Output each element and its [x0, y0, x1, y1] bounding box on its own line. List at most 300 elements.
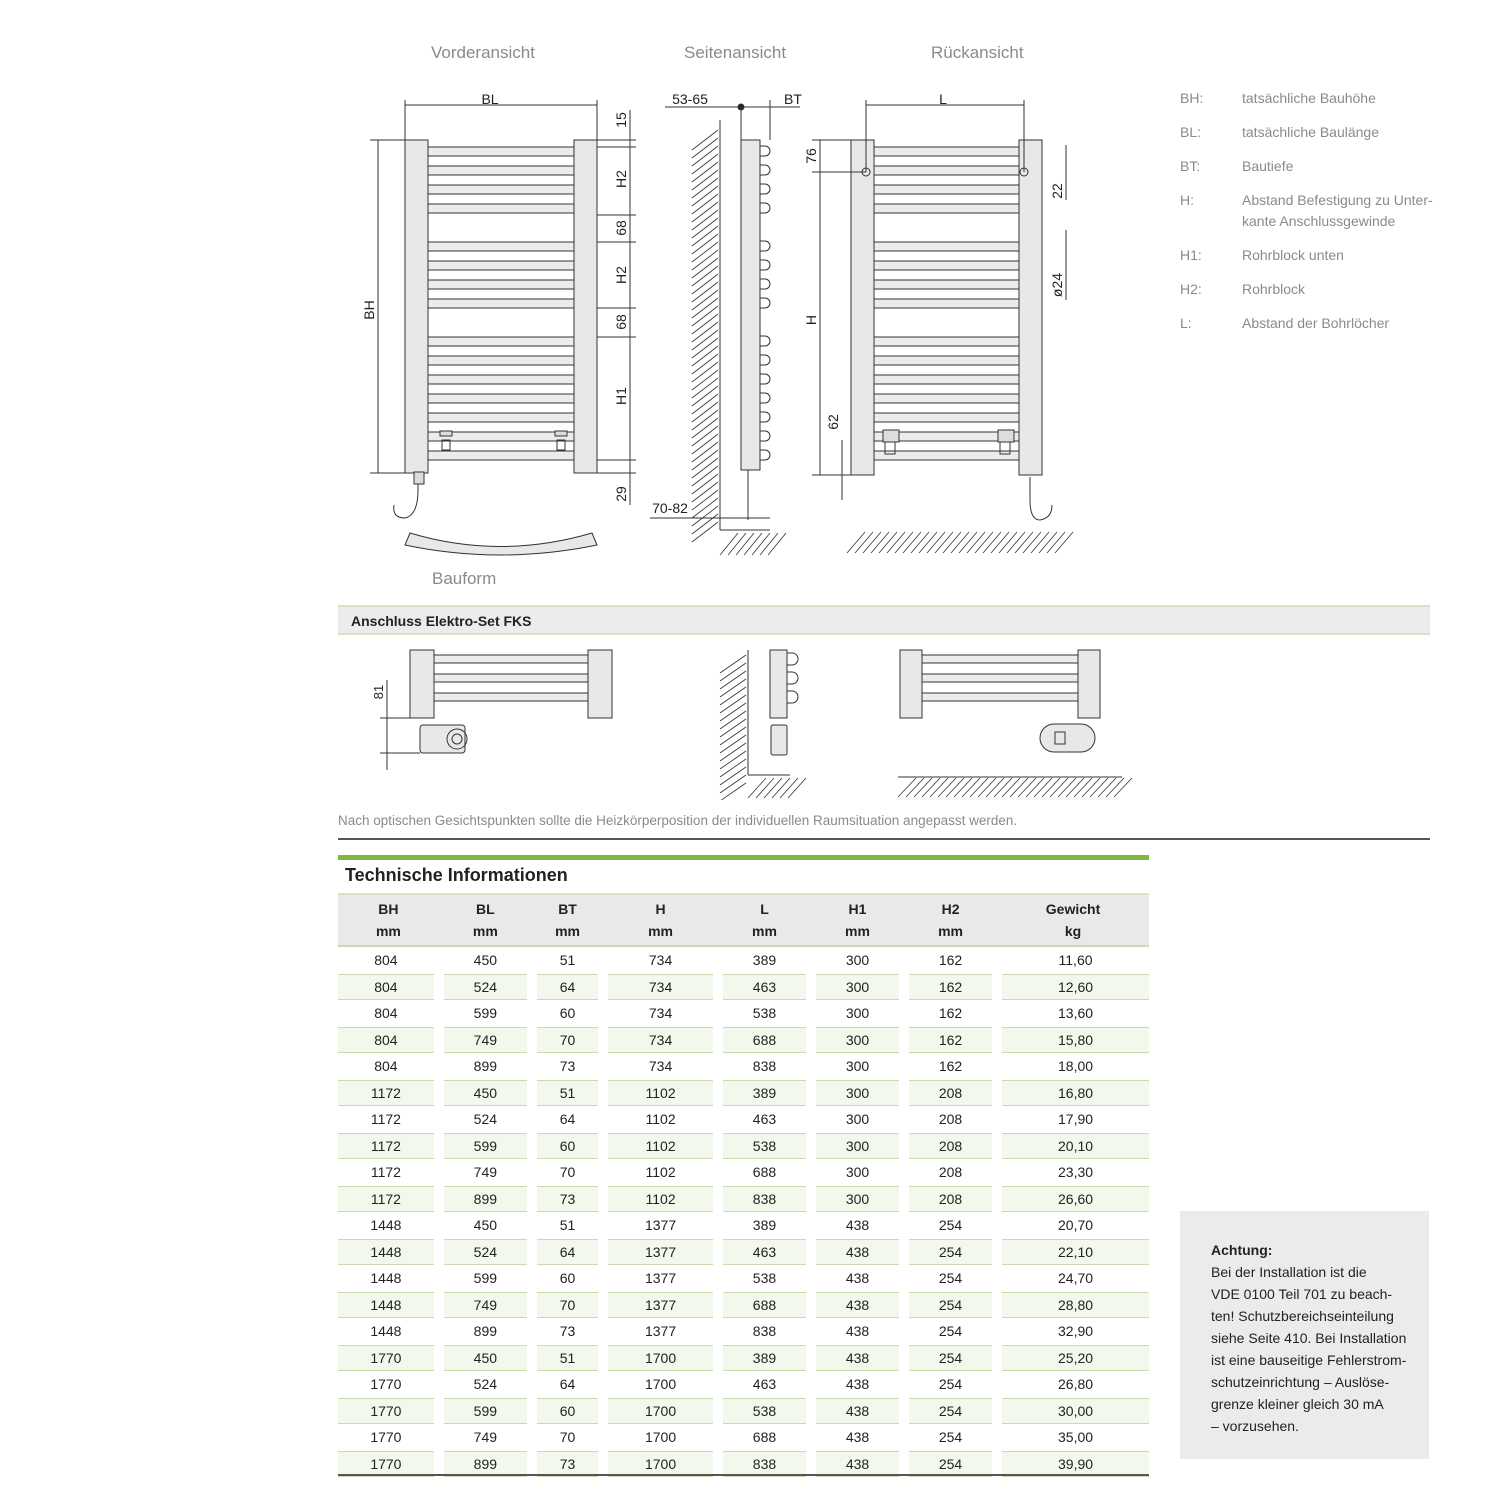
cell-value: 35,00 [1058, 1429, 1094, 1446]
cell-value: 39,90 [1002, 1451, 1149, 1477]
bar-end [760, 184, 770, 194]
hatch-line [1034, 778, 1052, 797]
table-cell [997, 1186, 1149, 1213]
wall-hatch [720, 655, 746, 673]
table-row [338, 1265, 1149, 1292]
wall-hatch [720, 663, 746, 681]
cell-value: 300 [816, 1027, 899, 1053]
table-cell [439, 1186, 532, 1213]
hatch-line [1066, 778, 1084, 797]
wall-hatch [692, 474, 718, 494]
wall-hatch [692, 330, 718, 350]
table-cell [718, 1212, 811, 1239]
table-cell [811, 947, 904, 974]
table-cell [811, 1265, 904, 1292]
cell-value: 688 [723, 1027, 806, 1053]
table-cell [338, 1027, 439, 1054]
table-cell [338, 1371, 439, 1398]
hatch-line [1074, 778, 1092, 797]
hatch-line [994, 778, 1012, 797]
cell-value: 73 [537, 1451, 598, 1477]
towel-bar [434, 655, 588, 663]
table-cell [904, 1133, 997, 1160]
hatch-line [855, 532, 873, 553]
table-cell [532, 1318, 603, 1345]
cell-value: 300 [845, 1164, 870, 1181]
table-cell [532, 947, 603, 974]
hatch-line [938, 778, 956, 797]
bar-end [760, 374, 770, 384]
wall-hatch [692, 362, 718, 382]
cell-value: 20,10 [1002, 1133, 1149, 1159]
cell-value: 254 [938, 1429, 963, 1446]
table-cell [997, 1265, 1149, 1292]
table-cell [997, 947, 1149, 974]
legend-item [1180, 313, 1440, 334]
cell-value: 15,80 [1002, 1027, 1149, 1053]
cell-value: 51 [559, 1217, 576, 1234]
towel-bar [434, 693, 588, 701]
wall-hatch [692, 370, 718, 390]
front-view-drawing [361, 91, 636, 555]
wall-hatch [692, 146, 718, 166]
cell-value: 162 [909, 1027, 992, 1053]
cell-value: 389 [752, 952, 777, 969]
table-cell [811, 1053, 904, 1080]
wall-hatch [692, 522, 718, 542]
table-cell [532, 1000, 603, 1027]
table-cell [338, 1080, 439, 1107]
hatch-line [863, 532, 881, 553]
bar-end [760, 165, 770, 175]
legend-key: H: [1180, 192, 1194, 208]
hatch-line [970, 778, 988, 797]
cell-value: 208 [909, 1186, 992, 1212]
cell-value: 300 [845, 1005, 870, 1022]
table-cell [338, 1186, 439, 1213]
hatch-line [975, 532, 993, 553]
table-row [338, 974, 1149, 1001]
legend-key: BH: [1180, 90, 1204, 106]
table-cell [532, 1186, 603, 1213]
legend-item [1180, 88, 1440, 109]
bar-end [760, 146, 770, 156]
cell-value: 599 [444, 1398, 527, 1424]
wall-hatch [692, 466, 718, 486]
table-cell [439, 1239, 532, 1266]
table-cell [439, 1292, 532, 1319]
cell-value: 450 [473, 952, 498, 969]
towel-bar [428, 299, 574, 308]
hatch-line [1047, 532, 1065, 553]
table-cell [338, 974, 439, 1001]
cell-value: 1377 [644, 1270, 677, 1287]
wall-hatch [692, 250, 718, 270]
hatch-line [1018, 778, 1036, 797]
table-cell [718, 1265, 811, 1292]
cell-value: 70 [559, 1429, 576, 1446]
hatch-line [1114, 778, 1132, 797]
table-cell [718, 1239, 811, 1266]
table-cell [997, 1159, 1149, 1186]
cell-value: 51 [559, 952, 576, 969]
cell-value: 162 [909, 974, 992, 1000]
cell-value: 23,30 [1058, 1164, 1094, 1181]
cell-value: 254 [938, 1217, 963, 1234]
legend-text: Bautiefe [1242, 158, 1294, 174]
wall-hatch [692, 450, 718, 470]
table-cell [439, 1371, 532, 1398]
table-cell [718, 1398, 811, 1425]
towel-bar [874, 394, 1019, 403]
warning-text: Bei der Installation ist die VDE 0100 Teil 701 zu beach- ten! Schutzbereichseinteilung siehe Seite 410. Bei Installation ist eine bauseitige Fehlerstrom- schutzeinrichtung – Auslöse- grenze kleiner gleich 30 mA – vorzusehen. [1211, 1264, 1407, 1434]
wall-hatch [692, 170, 718, 190]
wall-hatch [692, 130, 718, 150]
cell-value: 1172 [338, 1133, 434, 1159]
legend-item [1180, 245, 1440, 266]
hatch-line [1050, 778, 1068, 797]
table-cell [338, 947, 439, 974]
table-cell [811, 1027, 904, 1054]
cell-value: 538 [752, 1270, 777, 1287]
hatch-line [951, 532, 969, 553]
dim-l-label: L [939, 91, 947, 107]
cell-value: 838 [752, 1323, 777, 1340]
legend-text: tatsächliche Bauhöhe [1242, 90, 1376, 106]
bar-end [787, 653, 798, 665]
side-view-title: Seitenansicht [684, 43, 787, 62]
table-cell [338, 1345, 439, 1372]
legend-item [1180, 122, 1440, 143]
hatch-line [919, 532, 937, 553]
wall-hatch [692, 338, 718, 358]
tech-info-table [338, 893, 1149, 1477]
table-cell [603, 1212, 718, 1239]
table-cell [904, 1159, 997, 1186]
cell-value: 16,80 [1002, 1080, 1149, 1106]
cell-value: 60 [537, 1398, 598, 1424]
dim-81-label: 81 [371, 684, 386, 700]
cell-value: 1172 [370, 1111, 401, 1128]
wall-hatch [692, 378, 718, 398]
wall-hatch [720, 783, 746, 800]
table-cell [532, 1159, 603, 1186]
hatch-line [847, 532, 865, 553]
cell-value: 688 [723, 1292, 806, 1318]
hatch-line [720, 533, 738, 555]
table-cell [997, 1424, 1149, 1451]
table-row [338, 1186, 1149, 1213]
cell-value: 688 [752, 1429, 777, 1446]
cell-value: 734 [648, 1058, 673, 1075]
table-cell [532, 1053, 603, 1080]
table-cell [811, 1212, 904, 1239]
wall-hatch [692, 386, 718, 406]
table-row [338, 1292, 1149, 1319]
cell-value: 804 [374, 1005, 398, 1022]
left-column [851, 140, 874, 475]
cell-value: 1770 [338, 1398, 434, 1424]
wall-hatch [692, 458, 718, 478]
column-name: L [760, 901, 769, 917]
table-cell [718, 1424, 811, 1451]
wall-hatch [692, 298, 718, 318]
table-cell [811, 1292, 904, 1319]
towel-bar [428, 204, 574, 213]
wall-hatch [692, 490, 718, 510]
placement-note: Nach optischen Gesichtspunkten sollte die Heizkörperposition der individuellen Raumsituation angepasst werden. [338, 813, 1018, 828]
wall-hatch [692, 498, 718, 518]
cell-value: 300 [816, 1133, 899, 1159]
column-name: BH [378, 901, 399, 917]
hatch-line [1098, 778, 1116, 797]
table-cell [718, 1027, 811, 1054]
hatch-line [954, 778, 972, 797]
towel-bar [922, 693, 1078, 701]
cell-value: 1700 [644, 1376, 677, 1393]
hatch-line [927, 532, 945, 553]
wall-hatch [720, 703, 746, 721]
hatch-line [911, 532, 929, 553]
bar-end [760, 393, 770, 403]
hatch-line [768, 533, 786, 555]
column-header [997, 893, 1149, 947]
cell-value: 438 [845, 1376, 870, 1393]
cell-value: 450 [444, 1345, 527, 1371]
towel-bar [922, 655, 1078, 663]
cell-value: 73 [559, 1323, 576, 1340]
dim-76-label: 76 [803, 148, 819, 164]
hatch-line [1090, 778, 1108, 797]
cell-value: 70 [537, 1027, 598, 1053]
cell-value: 899 [473, 1323, 498, 1340]
towel-bar [874, 261, 1019, 270]
hatch-line [780, 778, 798, 798]
towel-bar [428, 337, 574, 346]
table-cell [904, 974, 997, 1001]
table-cell [338, 1239, 439, 1266]
table-cell [439, 1398, 532, 1425]
wall-hatch [692, 242, 718, 262]
towel-bar [874, 375, 1019, 384]
towel-bar [434, 674, 588, 682]
wall-hatch [720, 727, 746, 745]
cell-value: 1448 [370, 1323, 402, 1340]
hatch-line [935, 532, 953, 553]
bracket [440, 431, 452, 436]
towel-bar [428, 280, 574, 289]
cell-value: 899 [473, 1058, 498, 1075]
table-cell [997, 1345, 1149, 1372]
cell-value: 73 [559, 1058, 576, 1075]
towel-bar [428, 261, 574, 270]
table-cell [904, 1345, 997, 1372]
cell-value: 1448 [338, 1239, 434, 1265]
table-cell [338, 1053, 439, 1080]
table-row [338, 1318, 1149, 1345]
hatch-line [1039, 532, 1057, 553]
hatch-line [1002, 778, 1020, 797]
wall-hatch [720, 775, 746, 793]
cell-value: 838 [752, 1058, 777, 1075]
table-cell [532, 1292, 603, 1319]
table-cell [603, 974, 718, 1001]
table-cell [997, 1053, 1149, 1080]
table-cell [532, 974, 603, 1001]
front-view-title: Vorderansicht [431, 43, 535, 62]
shape-title: Bauform [432, 569, 497, 588]
wall-hatch [692, 394, 718, 414]
cell-value: 463 [752, 1376, 777, 1393]
cell-value: 838 [723, 1186, 806, 1212]
right-column [1019, 140, 1042, 475]
table-cell [603, 1318, 718, 1345]
hatch-line [1106, 778, 1124, 797]
table-cell [997, 1212, 1149, 1239]
table-cell [811, 974, 904, 1001]
table-cell [811, 1371, 904, 1398]
hatch-line [922, 778, 940, 797]
table-cell [718, 1318, 811, 1345]
cell-value: 11,60 [1058, 952, 1093, 969]
table-cell [439, 1212, 532, 1239]
cell-value: 749 [473, 1164, 498, 1181]
wall-hatch [692, 138, 718, 158]
table-header-row [338, 893, 1149, 947]
cell-value: 389 [752, 1217, 777, 1234]
table-row [338, 1239, 1149, 1266]
hatch-line [986, 778, 1004, 797]
table-cell [603, 1133, 718, 1160]
towel-bar [874, 451, 1019, 460]
table-cell [603, 1159, 718, 1186]
wall-hatch [692, 402, 718, 422]
bar-end [760, 336, 770, 346]
cell-value: 1700 [608, 1398, 713, 1424]
hatch-line [895, 532, 913, 553]
dim-62-label: 62 [825, 414, 841, 430]
hatch-line [903, 532, 921, 553]
cell-value: 463 [723, 1239, 806, 1265]
dim-h2-label: H2 [613, 170, 629, 188]
bar-end [787, 691, 798, 703]
hatch-line [756, 778, 774, 798]
table-row [338, 1398, 1149, 1425]
column-name: H [655, 901, 666, 917]
cell-value: 60 [559, 1270, 576, 1287]
table-cell [997, 1080, 1149, 1107]
cell-value: 1770 [338, 1345, 434, 1371]
column-unit: mm [938, 923, 963, 939]
wall-hatch [692, 418, 718, 438]
table-cell [439, 974, 532, 1001]
table-cell [811, 1424, 904, 1451]
hatch-line [871, 532, 889, 553]
cell-value: 1102 [608, 1080, 713, 1106]
table-cell [603, 1292, 718, 1319]
dim-wall-label: 53-65 [672, 91, 708, 107]
wall-hatch [720, 767, 746, 785]
cell-value: 1102 [608, 1133, 713, 1159]
cell-value: 26,80 [1058, 1376, 1094, 1393]
wall-hatch [692, 410, 718, 430]
table-cell [904, 1186, 997, 1213]
table-cell [904, 1265, 997, 1292]
cell-value: 804 [374, 1058, 398, 1075]
column-header [338, 893, 439, 947]
towel-bar [874, 204, 1019, 213]
tech-info-title: Technische Informationen [345, 865, 568, 885]
table-cell [532, 1345, 603, 1372]
bar-end [760, 412, 770, 422]
dim-bottom-label: 70-82 [652, 500, 688, 516]
section-header-fks [338, 605, 1430, 635]
cell-value: 749 [444, 1027, 527, 1053]
cell-value: 1770 [370, 1429, 402, 1446]
towel-bar [874, 280, 1019, 289]
table-cell [532, 1398, 603, 1425]
bar-end [760, 203, 770, 213]
cell-value: 524 [444, 1239, 527, 1265]
table-cell [811, 1186, 904, 1213]
section-title: Anschluss Elektro-Set FKS [351, 613, 532, 629]
column-unit: mm [472, 923, 498, 939]
cell-value: 450 [473, 1217, 498, 1234]
table-cell [718, 974, 811, 1001]
table-cell [718, 1186, 811, 1213]
towel-bar [874, 147, 1019, 156]
table-cell [338, 1318, 439, 1345]
table-cell [532, 1106, 603, 1133]
towel-bar [428, 147, 574, 156]
table-cell [904, 1239, 997, 1266]
table-cell [439, 1424, 532, 1451]
hatch-line [1023, 532, 1041, 553]
hatch-line [748, 778, 766, 798]
table-cell [338, 1424, 439, 1451]
table-cell [603, 1080, 718, 1107]
cell-value: 1377 [644, 1323, 677, 1340]
hatch-line [967, 532, 985, 553]
table-cell [904, 1292, 997, 1319]
hatch-line [914, 778, 932, 797]
column-unit: mm [555, 923, 580, 939]
table-cell [603, 1371, 718, 1398]
fks-heater-side [771, 725, 787, 755]
table-cell [718, 1292, 811, 1319]
cell-value: 1377 [608, 1292, 713, 1318]
column-header [811, 893, 904, 947]
table-cell [811, 1159, 904, 1186]
table-cell [603, 947, 718, 974]
warning-box [1180, 1211, 1429, 1459]
table-cell [338, 1000, 439, 1027]
table-row [338, 1371, 1149, 1398]
column-name: Gewicht [1045, 901, 1101, 917]
bar-end [760, 431, 770, 441]
table-cell [603, 1424, 718, 1451]
cell-value: 254 [909, 1239, 992, 1265]
table-row [338, 1345, 1149, 1372]
column-name: H1 [848, 901, 867, 917]
cell-value: 208 [909, 1133, 992, 1159]
cell-value: 524 [473, 1376, 498, 1393]
hatch-line [764, 778, 782, 798]
wall-hatch [720, 711, 746, 729]
left-column [405, 140, 428, 473]
dim-22-label: 22 [1049, 183, 1065, 199]
hatch-line [772, 778, 790, 798]
